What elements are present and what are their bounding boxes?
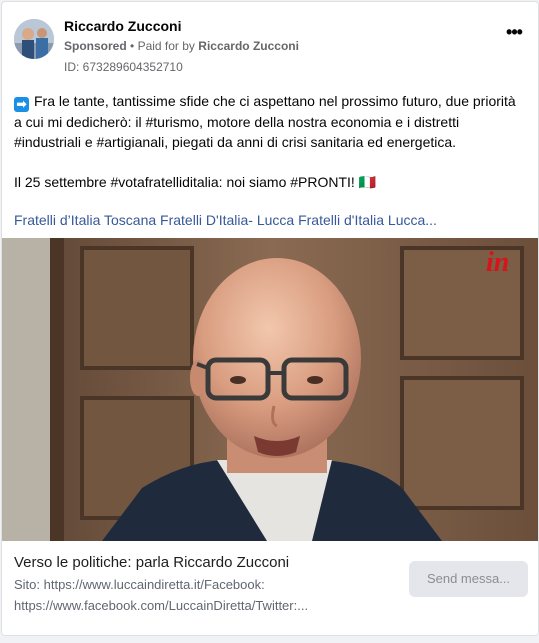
more-options-icon[interactable]: ••• <box>506 22 522 42</box>
ad-post-card <box>1 1 539 636</box>
tagged-pages[interactable]: Fratelli d’Italia Toscana Fratelli D'Italia- Lucca Fratelli d'Italia Lucca... <box>14 212 437 228</box>
payer-name[interactable]: Riccardo Zucconi <box>198 39 299 53</box>
sponsor-line <box>64 37 299 55</box>
right-arrow-icon: ➡ <box>14 97 29 112</box>
ad-id: ID: 673289604352710 <box>64 60 183 74</box>
post-body <box>14 91 524 192</box>
post-paragraph-1: ➡ Fra le tante, tantissime sfide che ci aspettano nel prossimo futuro, due priorità a cui mi dedicherò: il #turismo, motore della nostra economia e i distretti #industriali e #artigianali, piegati da anni di crisi sanitaria ed energetica. <box>14 93 516 150</box>
link-description: Sito: https://www.luccaindiretta.it/Facebook: https://www.facebook.com/LuccainDiretta/Twitter:... <box>14 577 309 613</box>
link-title[interactable]: Verso le politiche: parla Riccardo Zucconi <box>14 554 290 571</box>
paid-for-label: Paid for by <box>137 39 195 53</box>
sponsored-label[interactable]: Sponsored <box>64 39 127 53</box>
separator: • <box>130 39 135 53</box>
send-message-button[interactable]: Send messa... <box>409 561 528 597</box>
post-paragraph-2: Il 25 settembre #votafratelliditalia: noi siamo #PRONTI! 🇮🇹 <box>14 174 377 190</box>
link-preview[interactable] <box>2 541 539 636</box>
watermark-logo: in <box>486 247 510 278</box>
avatar[interactable] <box>14 19 54 59</box>
post-header <box>14 17 526 72</box>
page-name[interactable]: Riccardo Zucconi <box>64 18 182 34</box>
ad-video-thumbnail[interactable] <box>2 238 539 541</box>
